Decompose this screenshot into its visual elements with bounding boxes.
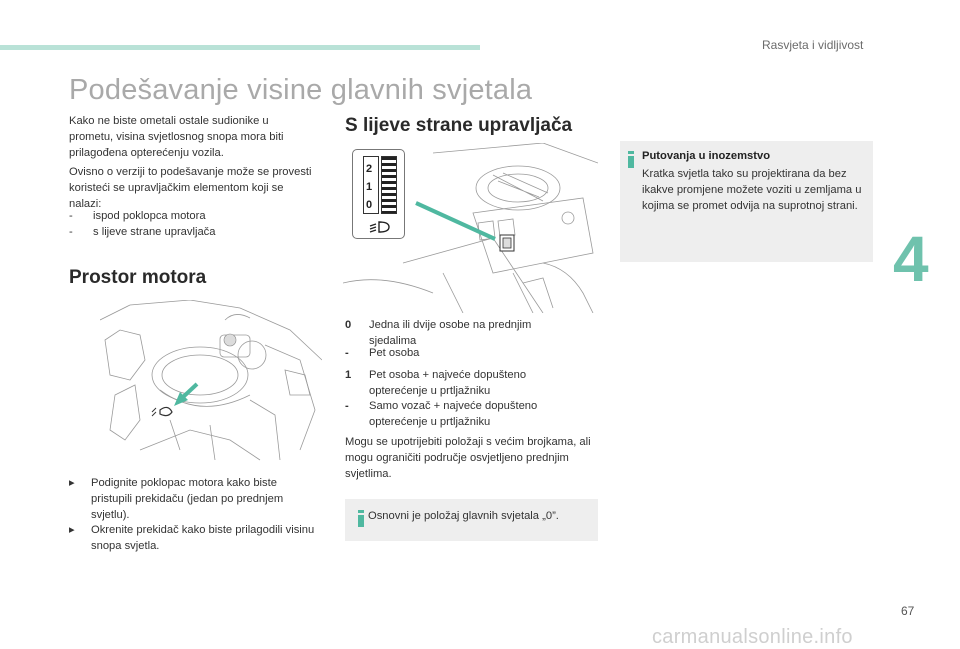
info-box-default-position bbox=[345, 499, 598, 541]
position-number: - bbox=[345, 347, 349, 359]
position-number: 1 bbox=[345, 369, 352, 381]
info-icon bbox=[628, 151, 634, 168]
info-box-text: Osnovni je položaj glavnih svjetala „0”. bbox=[368, 510, 559, 522]
engine-bay-illustration bbox=[100, 300, 322, 468]
position-item bbox=[345, 345, 595, 361]
section-title: Rasvjeta i vidljivost bbox=[762, 38, 864, 52]
watermark: carmanualsonline.info bbox=[652, 626, 853, 648]
headlight-icon bbox=[367, 220, 395, 234]
page-number: 67 bbox=[901, 604, 915, 618]
steering-section-heading: S lijeve strane upravljača bbox=[345, 115, 573, 136]
dial-scale bbox=[363, 156, 379, 214]
page-title: Podešavanje visine glavnih svjetala bbox=[69, 74, 533, 106]
note-paragraph: Mogu se upotrijebiti položaji s većim brojkama, ali mogu ograničiti područje osvjetljeno prednjim svjetlima. bbox=[345, 436, 591, 480]
step-text: Okrenite prekidač kako biste prilagodili visinu snopa svjetla. bbox=[91, 524, 315, 552]
header-accent-bar bbox=[0, 45, 480, 50]
dial-label: 2 bbox=[366, 163, 373, 175]
highlighted-dial bbox=[500, 235, 514, 251]
position-item bbox=[345, 367, 595, 399]
info-box-travel bbox=[620, 141, 873, 262]
thumbwheel bbox=[381, 156, 397, 214]
step-text: Podignite poklopac motora kako biste pristupili prekidaču (jedan po prednjem svjetlu). bbox=[91, 477, 284, 521]
headlight-dial-inset bbox=[352, 149, 405, 239]
list-item-text: ispod poklopca motora bbox=[93, 210, 206, 222]
dial-label: 1 bbox=[366, 181, 373, 193]
list-dash: - bbox=[69, 210, 73, 222]
info-box-text: Kratka svjetla tako su projektirana da bez ikakve promjene možete voziti u zemljama u kojima se promet odvija na suprotnoj strani. bbox=[642, 168, 862, 212]
position-text: Pet osoba bbox=[369, 347, 420, 359]
position-number: - bbox=[345, 400, 349, 412]
position-text: Samo vozač + najveće dopušteno opterećenje u prtljažniku bbox=[369, 400, 538, 428]
position-item bbox=[345, 398, 595, 430]
list-item-text: s lijeve strane upravljača bbox=[93, 226, 216, 238]
headlight-icon bbox=[152, 407, 172, 416]
arrow-bullet-icon: ▸ bbox=[69, 477, 75, 489]
position-text: Jedna ili dvije osobe na prednjim sjedalima bbox=[369, 319, 532, 347]
info-icon bbox=[358, 510, 364, 527]
dial-label: 0 bbox=[366, 199, 373, 211]
position-text: Pet osoba + najveće dopušteno opterećenje u prtljažniku bbox=[369, 369, 527, 397]
chapter-number: 4 bbox=[893, 223, 929, 295]
intro-paragraph-1: Kako ne biste ometali ostale sudionike u prometu, visina svjetlosnog snopa mora biti prilagođena opterećenju vozila. bbox=[69, 115, 284, 159]
position-number: 0 bbox=[345, 319, 352, 331]
engine-section-heading: Prostor motora bbox=[69, 267, 207, 288]
info-box-title: Putovanja u inozemstvo bbox=[642, 150, 771, 162]
arrow-bullet-icon: ▸ bbox=[69, 524, 75, 536]
list-dash: - bbox=[69, 226, 73, 238]
intro-paragraph-2: Ovisno o verziji to podešavanje može se provesti koristeći se upravljačkim elementom koji se nalazi: bbox=[69, 166, 312, 210]
